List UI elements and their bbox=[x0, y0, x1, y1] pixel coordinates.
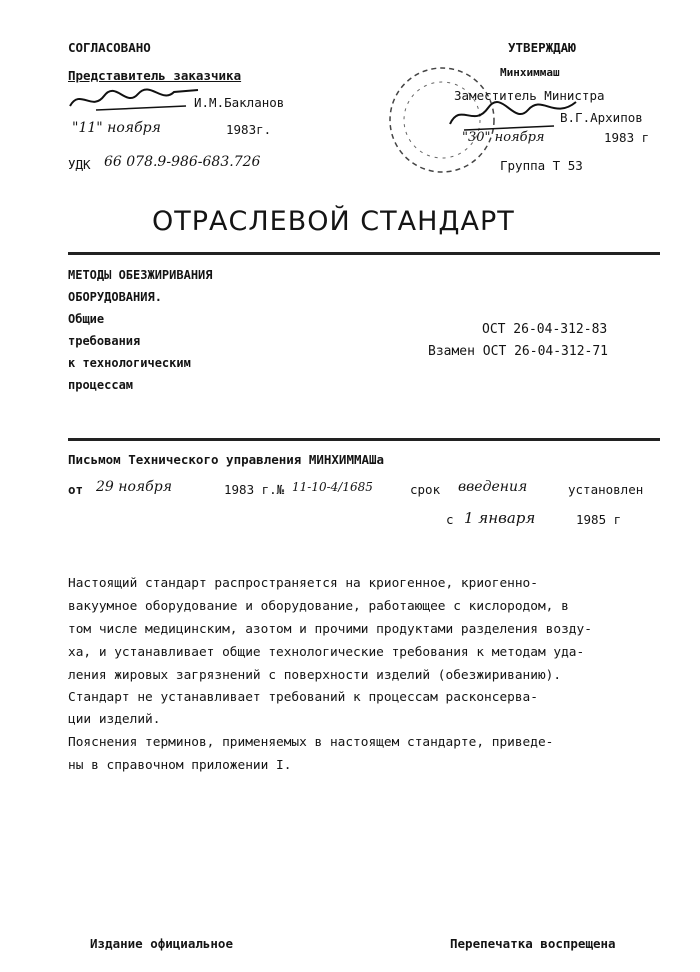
agreed-label: СОГЛАСОВАНО bbox=[68, 40, 151, 55]
letter-from: от bbox=[68, 482, 84, 497]
body-line: ления жировых загрязнений с поверхности изделий (обезжириванию). bbox=[68, 668, 562, 683]
letter-year-number: 1983 г.№ bbox=[224, 482, 285, 497]
left-signature bbox=[66, 82, 206, 118]
deputy-minister-label: Заместитель Министра bbox=[454, 88, 605, 103]
subject-line: требования bbox=[68, 334, 141, 348]
udc-label: УДК bbox=[68, 157, 91, 172]
subject-line: процессам bbox=[68, 378, 134, 392]
introduction-word: введения bbox=[458, 479, 528, 495]
official-edition: Издание официальное bbox=[90, 936, 233, 951]
classification-group: Группа Т 53 bbox=[500, 158, 583, 173]
udc-value: 66 078.9-986-683.726 bbox=[104, 154, 261, 170]
approved-label: УТВЕРЖДАЮ bbox=[508, 40, 576, 55]
standard-subject bbox=[68, 264, 213, 396]
body-line: том числе медицинским, азотом и прочими продуктами разделения возду- bbox=[68, 622, 592, 637]
effective-year: 1985 г bbox=[576, 512, 622, 527]
customer-representative: Представитель заказчика bbox=[68, 68, 242, 83]
term-label: срок bbox=[410, 482, 441, 497]
letter-reference: Письмом Технического управления МИНХИММАШа bbox=[68, 452, 385, 467]
replaces-standard: Взамен ОСТ 26-04-312-71 bbox=[428, 344, 609, 359]
established-label: установлен bbox=[568, 482, 644, 497]
body-line: ны в справочном приложении I. bbox=[68, 758, 292, 773]
left-approval-date: "11" ноября bbox=[72, 120, 161, 136]
body-line: Настоящий стандарт распространяется на криогенное, криогенно- bbox=[68, 576, 538, 591]
since-label: с bbox=[446, 512, 454, 527]
right-approval-year: 1983 г bbox=[604, 130, 650, 145]
subject-line: МЕТОДЫ ОБЕЗЖИРИВАНИЯ bbox=[68, 268, 213, 282]
body-line: Стандарт не устанавливает требований к процессам расконсерва- bbox=[68, 690, 538, 705]
ministry-label: Минхиммаш bbox=[500, 66, 560, 79]
effective-date: 1 января bbox=[464, 509, 536, 527]
left-signer-name: И.М.Бакланов bbox=[194, 95, 285, 110]
subject-line: к технологическим bbox=[68, 356, 191, 370]
letter-number: 11-10-4/1685 bbox=[292, 480, 373, 494]
subject-line: ОБОРУДОВАНИЯ. bbox=[68, 290, 162, 304]
subject-line: Общие bbox=[68, 312, 105, 326]
right-approval-date: "30" ноября bbox=[462, 130, 545, 145]
body-line: вакуумное оборудование и оборудование, работающее с кислородом, в bbox=[68, 599, 569, 614]
document-title: ОТРАСЛЕВОЙ СТАНДАРТ bbox=[152, 206, 515, 237]
reprint-prohibited: Перепечатка воспрещена bbox=[450, 936, 616, 951]
standard-number: ОСТ 26-04-312-83 bbox=[482, 322, 608, 337]
letter-date: 29 ноября bbox=[96, 479, 172, 495]
right-signer-name: В.Г.Архипов bbox=[560, 110, 643, 125]
left-approval-year: 1983г. bbox=[226, 122, 272, 137]
section-rule bbox=[68, 438, 660, 441]
title-rule bbox=[68, 252, 660, 255]
body-line: Пояснения терминов, применяемых в настоящем стандарте, приведе- bbox=[68, 735, 554, 750]
body-line: ции изделий. bbox=[68, 712, 161, 727]
body-line: ха, и устанавливает общие технологические требования к методам уда- bbox=[68, 645, 585, 660]
